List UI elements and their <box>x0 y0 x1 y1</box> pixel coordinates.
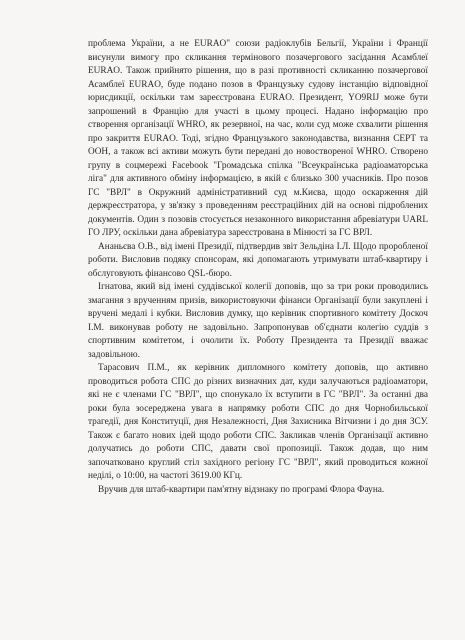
paragraph-ignatova-report: Ігнатова, який від імені суддівської колегії доповів, що за три роки проводились змагання з врученням призів, використовуючи фінанси Організації були закуплені і вручені медалі і кубки. Висловив думку, що керівник спортивного комітету Доскоч І.М. виконував роботу не задовільно. Запропонував об'єднати колегію суддів з спортивним комітетом, і очолити їх. Роботу Президента та Президії вважає задовільною. <box>88 282 428 360</box>
paragraph-award: Вручив для штаб-квартири пам'ятну відзнаку по програмі Флора Фауна. <box>98 484 385 495</box>
paragraph-ananieva-report: Ананьєва О.В., від імені Президії, підтвердив звіт Зельдіна І.Л. Щодо проробленої роботи. Висловив подяку спонсорам, які допомагають утримувати штаб-квартиру і обслуговують фінансово QSL-бюро. <box>88 241 428 279</box>
paragraph-tarasovych-report: Тарасович П.М., як керівник дипломного комітету доповів, що активно проводиться робота СПС до різних визначних дат, куди залучаються радіоаматори, які не є членами ГС "ВРЛ", що спонукало їх вступити в ГС "ВРЛ". За останні два роки була зосереджена увага в напрямку роботи СПС до дня Чорнобильської трагедії, дня Конституції, дня Незалежності, Дня Захисника Вітчизни і до дня ЗСУ. Також є багато нових ідей щодо роботи СПС. Закликав членів Організації активно долучатись до роботи СПС, давати свої пропозиції. Також додав, що ним започатковано круглий стіл західного регіону ГС "ВРЛ", який проводиться кожної неділі, о 10:00, на частоті 3619.00 КГц. <box>88 363 428 481</box>
document-body <box>88 38 428 497</box>
paragraph-eurao-lawsuit: проблема України, а не EURAO" союзи радіоклубів Бельгії, України і Франції висунули вимогу про скликання термінового позачергового засідання Асамблеї EURAO. Також прийнято рішення, що в разі противності скликанню позачергової Асамблеї EURAO, буде подано позов в Французьку судову інстанцію відповідної юрисдикції, оскільки там зареєстрована EURAO. Президент, YO9RIJ може бути запрошений в Францію для участі в цьому процесі. Надано інформацію про створення організації WHRO, як резервної, на час, коли суд може схвалити рішення про закриття EURAO. Тоді, згідно Французького законодавства, визнання СЕРТ та ООН, а також всі активи можуть бути передані до новоствореної WHRO. Створено групу в соцмережі Facebook "Громадська спілка "Всеукраїнська радіоаматорська ліга" для активного обміну інформацією, в якій є близько 300 учасників. Про позов ГС "ВРЛ" в Окружний адміністративний суд м.Києва, щодо оскарження дій держреєстратора, у зв'язку з проведенням реєстраційних дій на основі підроблених документів. Один з позовів стосується незаконного використання абревіатури UARL ГО ЛРУ, оскільки дана абревіатура зареєстрована в Мінюсті за ГС ВРЛ. <box>88 39 428 238</box>
